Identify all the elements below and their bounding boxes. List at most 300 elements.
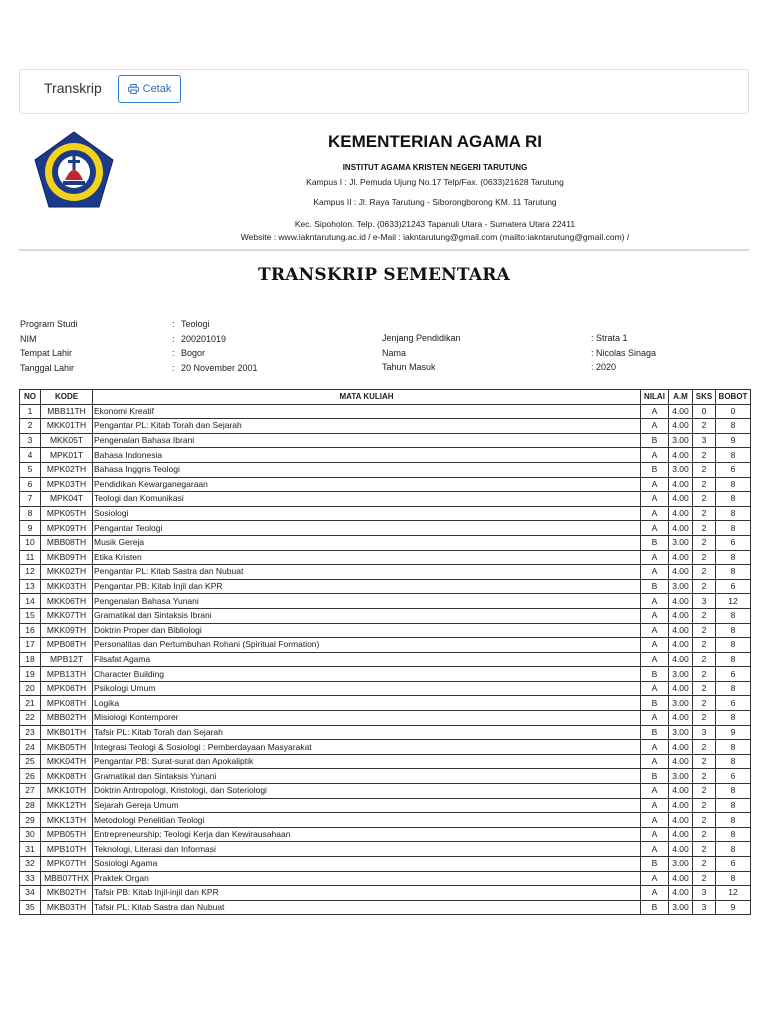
cell-am: 4.00 bbox=[669, 681, 693, 696]
table-row bbox=[20, 506, 751, 521]
table-row bbox=[20, 740, 751, 755]
cell-code: MKK06TH bbox=[41, 594, 93, 609]
cell-sks: 2 bbox=[693, 769, 716, 784]
cell-no: 2 bbox=[20, 419, 41, 434]
cell-no: 22 bbox=[20, 711, 41, 726]
col-header-weight: BOBOT bbox=[716, 390, 751, 405]
cell-weight: 8 bbox=[716, 550, 751, 565]
address-line-2: Kampus II : Jl. Raya Tarutung - Siborongborong KM. 11 Tarutung bbox=[313, 197, 557, 207]
cell-weight: 12 bbox=[716, 886, 751, 901]
cell-am: 4.00 bbox=[669, 594, 693, 609]
cell-course: Gramatikal dan Sintaksis Ibrani bbox=[93, 608, 641, 623]
cell-am: 4.00 bbox=[669, 740, 693, 755]
toolbar-panel bbox=[19, 69, 749, 114]
cell-am: 4.00 bbox=[669, 565, 693, 580]
level-value: : Strata 1 bbox=[591, 333, 628, 343]
cell-grade: A bbox=[641, 754, 669, 769]
cell-no: 29 bbox=[20, 813, 41, 828]
cell-code: MKK13TH bbox=[41, 813, 93, 828]
cell-code: MPB10TH bbox=[41, 842, 93, 857]
program-label: Program Studi bbox=[20, 319, 78, 329]
cell-am: 3.00 bbox=[669, 769, 693, 784]
panel-title: Transkrip bbox=[44, 80, 102, 96]
cell-no: 23 bbox=[20, 725, 41, 740]
cell-sks: 2 bbox=[693, 477, 716, 492]
cell-grade: A bbox=[641, 404, 669, 419]
cell-course: Pengantar PL: Kitab Torah dan Sejarah bbox=[93, 419, 641, 434]
cell-no: 21 bbox=[20, 696, 41, 711]
cell-am: 4.00 bbox=[669, 492, 693, 507]
table-row bbox=[20, 857, 751, 872]
cell-course: Tafsir PB: Kitab Injil-injil dan KPR bbox=[93, 886, 641, 901]
cell-grade: A bbox=[641, 871, 669, 886]
year-label: Tahun Masuk bbox=[382, 362, 436, 372]
cell-sks: 2 bbox=[693, 492, 716, 507]
cell-grade: A bbox=[641, 711, 669, 726]
cell-code: MPB13TH bbox=[41, 667, 93, 682]
cell-code: MPK01T bbox=[41, 448, 93, 463]
cell-sks: 2 bbox=[693, 696, 716, 711]
cell-grade: B bbox=[641, 696, 669, 711]
cell-course: Doktrin Proper dan Bibliologi bbox=[93, 623, 641, 638]
table-row bbox=[20, 725, 751, 740]
cell-weight: 8 bbox=[716, 681, 751, 696]
cell-course: Pengantar PB: Surat-surat dan Apokaliptik bbox=[93, 754, 641, 769]
table-row bbox=[20, 827, 751, 842]
cell-sks: 2 bbox=[693, 754, 716, 769]
cell-no: 31 bbox=[20, 842, 41, 857]
cell-weight: 6 bbox=[716, 462, 751, 477]
cell-course: Doktrin Antropologi, Kristologi, dan Soteriologi bbox=[93, 784, 641, 799]
cell-no: 32 bbox=[20, 857, 41, 872]
cell-grade: A bbox=[641, 565, 669, 580]
cell-am: 4.00 bbox=[669, 521, 693, 536]
table-row bbox=[20, 565, 751, 580]
cell-weight: 8 bbox=[716, 477, 751, 492]
cell-sks: 2 bbox=[693, 681, 716, 696]
cell-weight: 9 bbox=[716, 433, 751, 448]
cell-no: 7 bbox=[20, 492, 41, 507]
cell-sks: 2 bbox=[693, 827, 716, 842]
cell-am: 3.00 bbox=[669, 433, 693, 448]
cell-weight: 8 bbox=[716, 623, 751, 638]
cell-sks: 2 bbox=[693, 842, 716, 857]
address-line-1: Kampus I : Jl. Pemuda Ujung No.17 Telp/Fax. (0633)21628 Tarutung bbox=[306, 177, 564, 187]
cell-no: 12 bbox=[20, 565, 41, 580]
cell-sks: 2 bbox=[693, 813, 716, 828]
cell-code: MKB01TH bbox=[41, 725, 93, 740]
table-row bbox=[20, 433, 751, 448]
cell-code: MPB08TH bbox=[41, 638, 93, 653]
cell-no: 25 bbox=[20, 754, 41, 769]
col-header-code: KODE bbox=[41, 390, 93, 405]
cell-am: 4.00 bbox=[669, 638, 693, 653]
print-button-label: Cetak bbox=[142, 83, 172, 95]
cell-weight: 8 bbox=[716, 608, 751, 623]
cell-grade: A bbox=[641, 477, 669, 492]
cell-code: MBB07THX bbox=[41, 871, 93, 886]
cell-grade: B bbox=[641, 769, 669, 784]
cell-course: Pengenalan Bahasa Yunani bbox=[93, 594, 641, 609]
cell-grade: A bbox=[641, 813, 669, 828]
document-title: TRANSKRIP SEMENTARA bbox=[258, 265, 510, 285]
cell-sks: 2 bbox=[693, 798, 716, 813]
cell-weight: 8 bbox=[716, 638, 751, 653]
cell-course: Pengantar Teologi bbox=[93, 521, 641, 536]
cell-grade: A bbox=[641, 842, 669, 857]
cell-sks: 2 bbox=[693, 521, 716, 536]
cell-code: MKB02TH bbox=[41, 886, 93, 901]
cell-am: 3.00 bbox=[669, 725, 693, 740]
level-label: Jenjang Pendidikan bbox=[382, 333, 461, 343]
cell-no: 18 bbox=[20, 652, 41, 667]
cell-grade: B bbox=[641, 667, 669, 682]
cell-sks: 2 bbox=[693, 784, 716, 799]
birthplace-label: Tempat Lahir bbox=[20, 348, 73, 358]
cell-code: MKK02TH bbox=[41, 565, 93, 580]
cell-course: Bahasa Inggris Teologi bbox=[93, 462, 641, 477]
table-row bbox=[20, 521, 751, 536]
cell-weight: 6 bbox=[716, 696, 751, 711]
print-button[interactable] bbox=[118, 75, 181, 103]
cell-grade: A bbox=[641, 419, 669, 434]
cell-sks: 2 bbox=[693, 857, 716, 872]
cell-sks: 2 bbox=[693, 506, 716, 521]
cell-grade: B bbox=[641, 462, 669, 477]
cell-weight: 8 bbox=[716, 506, 751, 521]
table-row bbox=[20, 477, 751, 492]
cell-grade: B bbox=[641, 433, 669, 448]
cell-am: 3.00 bbox=[669, 667, 693, 682]
cell-weight: 8 bbox=[716, 798, 751, 813]
table-row bbox=[20, 871, 751, 886]
cell-grade: A bbox=[641, 827, 669, 842]
cell-no: 17 bbox=[20, 638, 41, 653]
cell-weight: 8 bbox=[716, 448, 751, 463]
cell-code: MKK01TH bbox=[41, 419, 93, 434]
table-row bbox=[20, 448, 751, 463]
cell-grade: A bbox=[641, 448, 669, 463]
table-row bbox=[20, 696, 751, 711]
cell-sks: 2 bbox=[693, 419, 716, 434]
cell-code: MKK05T bbox=[41, 433, 93, 448]
col-header-sks: SKS bbox=[693, 390, 716, 405]
cell-course: Misiologi Kontemporer bbox=[93, 711, 641, 726]
cell-sks: 3 bbox=[693, 433, 716, 448]
cell-am: 3.00 bbox=[669, 900, 693, 915]
cell-code: MKK03TH bbox=[41, 579, 93, 594]
cell-grade: A bbox=[641, 492, 669, 507]
cell-code: MPK07TH bbox=[41, 857, 93, 872]
cell-sks: 2 bbox=[693, 462, 716, 477]
cell-no: 4 bbox=[20, 448, 41, 463]
cell-am: 4.00 bbox=[669, 623, 693, 638]
cell-course: Pengantar PB: Kitab Injil dan KPR bbox=[93, 579, 641, 594]
cell-course: Logika bbox=[93, 696, 641, 711]
ministry-name: KEMENTERIAN AGAMA RI bbox=[327, 132, 543, 151]
cell-am: 3.00 bbox=[669, 696, 693, 711]
cell-code: MKB09TH bbox=[41, 550, 93, 565]
cell-no: 34 bbox=[20, 886, 41, 901]
cell-grade: A bbox=[641, 550, 669, 565]
cell-code: MBB02TH bbox=[41, 711, 93, 726]
colon: : bbox=[172, 333, 175, 344]
cell-sks: 2 bbox=[693, 638, 716, 653]
nim-value: 200201019 bbox=[181, 333, 227, 344]
cell-sks: 2 bbox=[693, 623, 716, 638]
cell-course: Integrasi Teologi & Sosiologi : Pemberdayaan Masyarakat bbox=[93, 740, 641, 755]
cell-no: 16 bbox=[20, 623, 41, 638]
cell-code: MKK04TH bbox=[41, 754, 93, 769]
cell-weight: 6 bbox=[716, 769, 751, 784]
cell-no: 14 bbox=[20, 594, 41, 609]
cell-sks: 2 bbox=[693, 871, 716, 886]
cell-sks: 3 bbox=[693, 594, 716, 609]
table-row bbox=[20, 608, 751, 623]
cell-code: MPK09TH bbox=[41, 521, 93, 536]
cell-grade: A bbox=[641, 798, 669, 813]
cell-code: MPK04T bbox=[41, 492, 93, 507]
cell-course: Ekonomi Kreatif bbox=[93, 404, 641, 419]
cell-grade: A bbox=[641, 521, 669, 536]
cell-no: 33 bbox=[20, 871, 41, 886]
cell-course: Filsafat Agama bbox=[93, 652, 641, 667]
cell-code: MKK12TH bbox=[41, 798, 93, 813]
cell-course: Character Building bbox=[93, 667, 641, 682]
cell-weight: 6 bbox=[716, 535, 751, 550]
table-row bbox=[20, 419, 751, 434]
program-value: Teologi bbox=[181, 319, 210, 329]
cell-grade: A bbox=[641, 740, 669, 755]
student-info-colons bbox=[172, 317, 175, 375]
birthdate-label: Tanggal Lahir bbox=[20, 362, 75, 373]
cell-code: MPK03TH bbox=[41, 477, 93, 492]
cell-course: Pengenalan Bahasa Ibrani bbox=[93, 433, 641, 448]
student-info-labels bbox=[20, 317, 78, 375]
cell-grade: A bbox=[641, 594, 669, 609]
cell-no: 8 bbox=[20, 506, 41, 521]
table-row bbox=[20, 842, 751, 857]
student-info-values bbox=[181, 317, 258, 375]
cell-sks: 3 bbox=[693, 900, 716, 915]
table-row bbox=[20, 652, 751, 667]
table-row bbox=[20, 681, 751, 696]
cell-code: MPK02TH bbox=[41, 462, 93, 477]
cell-no: 35 bbox=[20, 900, 41, 915]
cell-am: 3.00 bbox=[669, 579, 693, 594]
cell-no: 15 bbox=[20, 608, 41, 623]
cell-course: Pengantar PL: Kitab Sastra dan Nubuat bbox=[93, 565, 641, 580]
birthdate-value: 20 November 2001 bbox=[181, 362, 258, 373]
cell-no: 13 bbox=[20, 579, 41, 594]
cell-no: 5 bbox=[20, 462, 41, 477]
cell-no: 19 bbox=[20, 667, 41, 682]
cell-course: Entrepreneurship: Teologi Kerja dan Kewirausahaan bbox=[93, 827, 641, 842]
cell-sks: 2 bbox=[693, 667, 716, 682]
cell-am: 4.00 bbox=[669, 827, 693, 842]
institution-logo bbox=[33, 130, 115, 210]
cell-weight: 6 bbox=[716, 579, 751, 594]
cell-am: 4.00 bbox=[669, 419, 693, 434]
cell-no: 3 bbox=[20, 433, 41, 448]
table-row bbox=[20, 711, 751, 726]
cell-grade: A bbox=[641, 608, 669, 623]
cell-weight: 8 bbox=[716, 419, 751, 434]
table-row bbox=[20, 404, 751, 419]
name-value: : Nicolas Sinaga bbox=[591, 347, 657, 358]
cell-am: 4.00 bbox=[669, 754, 693, 769]
colon: : bbox=[172, 362, 175, 373]
cell-am: 4.00 bbox=[669, 404, 693, 419]
cell-weight: 12 bbox=[716, 594, 751, 609]
cell-code: MKB05TH bbox=[41, 740, 93, 755]
cell-grade: B bbox=[641, 900, 669, 915]
cell-course: Praktek Organ bbox=[93, 871, 641, 886]
cell-code: MPK08TH bbox=[41, 696, 93, 711]
cell-sks: 2 bbox=[693, 550, 716, 565]
cell-code: MPB12T bbox=[41, 652, 93, 667]
cell-code: MKK08TH bbox=[41, 769, 93, 784]
cell-code: MKK07TH bbox=[41, 608, 93, 623]
cell-am: 4.00 bbox=[669, 871, 693, 886]
cell-weight: 8 bbox=[716, 652, 751, 667]
cell-am: 4.00 bbox=[669, 477, 693, 492]
cell-sks: 3 bbox=[693, 725, 716, 740]
cell-sks: 2 bbox=[693, 565, 716, 580]
cell-am: 4.00 bbox=[669, 448, 693, 463]
cell-grade: A bbox=[641, 784, 669, 799]
cell-weight: 8 bbox=[716, 784, 751, 799]
cell-no: 20 bbox=[20, 681, 41, 696]
cell-am: 4.00 bbox=[669, 842, 693, 857]
cell-code: MBB08TH bbox=[41, 535, 93, 550]
cell-sks: 2 bbox=[693, 448, 716, 463]
cell-sks: 2 bbox=[693, 711, 716, 726]
cell-no: 26 bbox=[20, 769, 41, 784]
table-row bbox=[20, 462, 751, 477]
cell-code: MPK05TH bbox=[41, 506, 93, 521]
birthplace-value: Bogor bbox=[181, 348, 206, 358]
table-row bbox=[20, 784, 751, 799]
cell-no: 10 bbox=[20, 535, 41, 550]
cell-course: Teologi dan Komunikasi bbox=[93, 492, 641, 507]
cell-code: MKB03TH bbox=[41, 900, 93, 915]
cell-am: 3.00 bbox=[669, 535, 693, 550]
table-row bbox=[20, 769, 751, 784]
col-header-no: NO bbox=[20, 390, 41, 405]
cell-weight: 8 bbox=[716, 565, 751, 580]
year-value: : 2020 bbox=[591, 362, 617, 372]
table-header-row bbox=[20, 390, 751, 405]
table-row bbox=[20, 492, 751, 507]
cell-course: Tafsir PL: Kitab Sastra dan Nubuat bbox=[93, 900, 641, 915]
cell-weight: 8 bbox=[716, 842, 751, 857]
cell-grade: A bbox=[641, 886, 669, 901]
cell-course: Pendidikan Kewarganegaraan bbox=[93, 477, 641, 492]
website-line: Website : www.iakntarutung.ac.id / e-Mail : iakntarutung@gmail.com (mailto:iakntarutung@gmail.com) / bbox=[240, 232, 630, 242]
cell-am: 4.00 bbox=[669, 652, 693, 667]
cell-grade: A bbox=[641, 623, 669, 638]
cell-weight: 8 bbox=[716, 871, 751, 886]
cell-no: 27 bbox=[20, 784, 41, 799]
cell-am: 4.00 bbox=[669, 506, 693, 521]
cell-course: Bahasa Indonesia bbox=[93, 448, 641, 463]
cell-am: 4.00 bbox=[669, 813, 693, 828]
cell-grade: B bbox=[641, 579, 669, 594]
cell-weight: 0 bbox=[716, 404, 751, 419]
col-header-course: MATA KULIAH bbox=[93, 390, 641, 405]
cell-am: 4.00 bbox=[669, 886, 693, 901]
cell-grade: A bbox=[641, 638, 669, 653]
cell-course: Metodologi Penelitian Teologi bbox=[93, 813, 641, 828]
transcript-table bbox=[19, 389, 751, 915]
cell-no: 1 bbox=[20, 404, 41, 419]
table-row bbox=[20, 623, 751, 638]
cell-grade: B bbox=[641, 725, 669, 740]
cell-weight: 8 bbox=[716, 711, 751, 726]
cell-weight: 8 bbox=[716, 492, 751, 507]
cell-course: Musik Gereja bbox=[93, 535, 641, 550]
cell-no: 6 bbox=[20, 477, 41, 492]
cell-grade: A bbox=[641, 652, 669, 667]
cell-code: MPB05TH bbox=[41, 827, 93, 842]
colon: : bbox=[172, 348, 175, 358]
table-row bbox=[20, 638, 751, 653]
cell-course: Sejarah Gereja Umum bbox=[93, 798, 641, 813]
cell-course: Teknologi, Literasi dan Informasi bbox=[93, 842, 641, 857]
cell-grade: B bbox=[641, 857, 669, 872]
cell-weight: 9 bbox=[716, 725, 751, 740]
cell-sks: 2 bbox=[693, 608, 716, 623]
cell-weight: 8 bbox=[716, 813, 751, 828]
cell-am: 4.00 bbox=[669, 608, 693, 623]
cell-course: Sosiologi bbox=[93, 506, 641, 521]
cell-grade: A bbox=[641, 681, 669, 696]
table-row bbox=[20, 535, 751, 550]
cell-am: 3.00 bbox=[669, 462, 693, 477]
cell-sks: 2 bbox=[693, 535, 716, 550]
table-row bbox=[20, 550, 751, 565]
cell-am: 3.00 bbox=[669, 857, 693, 872]
table-row bbox=[20, 594, 751, 609]
table-row bbox=[20, 754, 751, 769]
cell-weight: 8 bbox=[716, 521, 751, 536]
cell-sks: 2 bbox=[693, 740, 716, 755]
col-header-grade: NILAI bbox=[641, 390, 669, 405]
cell-weight: 9 bbox=[716, 900, 751, 915]
cell-am: 4.00 bbox=[669, 711, 693, 726]
table-row bbox=[20, 886, 751, 901]
academic-info-labels bbox=[382, 331, 461, 375]
cell-sks: 0 bbox=[693, 404, 716, 419]
cell-weight: 6 bbox=[716, 667, 751, 682]
institute-name: INSTITUT AGAMA KRISTEN NEGERI TARUTUNG bbox=[342, 163, 528, 172]
cell-no: 24 bbox=[20, 740, 41, 755]
cell-course: Tafsir PL: Kitab Torah dan Sejarah bbox=[93, 725, 641, 740]
cell-grade: B bbox=[641, 535, 669, 550]
cell-sks: 3 bbox=[693, 886, 716, 901]
cell-course: Psikologi Umum bbox=[93, 681, 641, 696]
printer-icon bbox=[128, 84, 139, 94]
table-row bbox=[20, 900, 751, 915]
cell-no: 28 bbox=[20, 798, 41, 813]
cell-no: 30 bbox=[20, 827, 41, 842]
table-row bbox=[20, 798, 751, 813]
cell-am: 4.00 bbox=[669, 784, 693, 799]
cell-course: Personalitas dan Pertumbuhan Rohani (Spiritual Formation) bbox=[93, 638, 641, 653]
cell-code: MKK09TH bbox=[41, 623, 93, 638]
cell-no: 9 bbox=[20, 521, 41, 536]
